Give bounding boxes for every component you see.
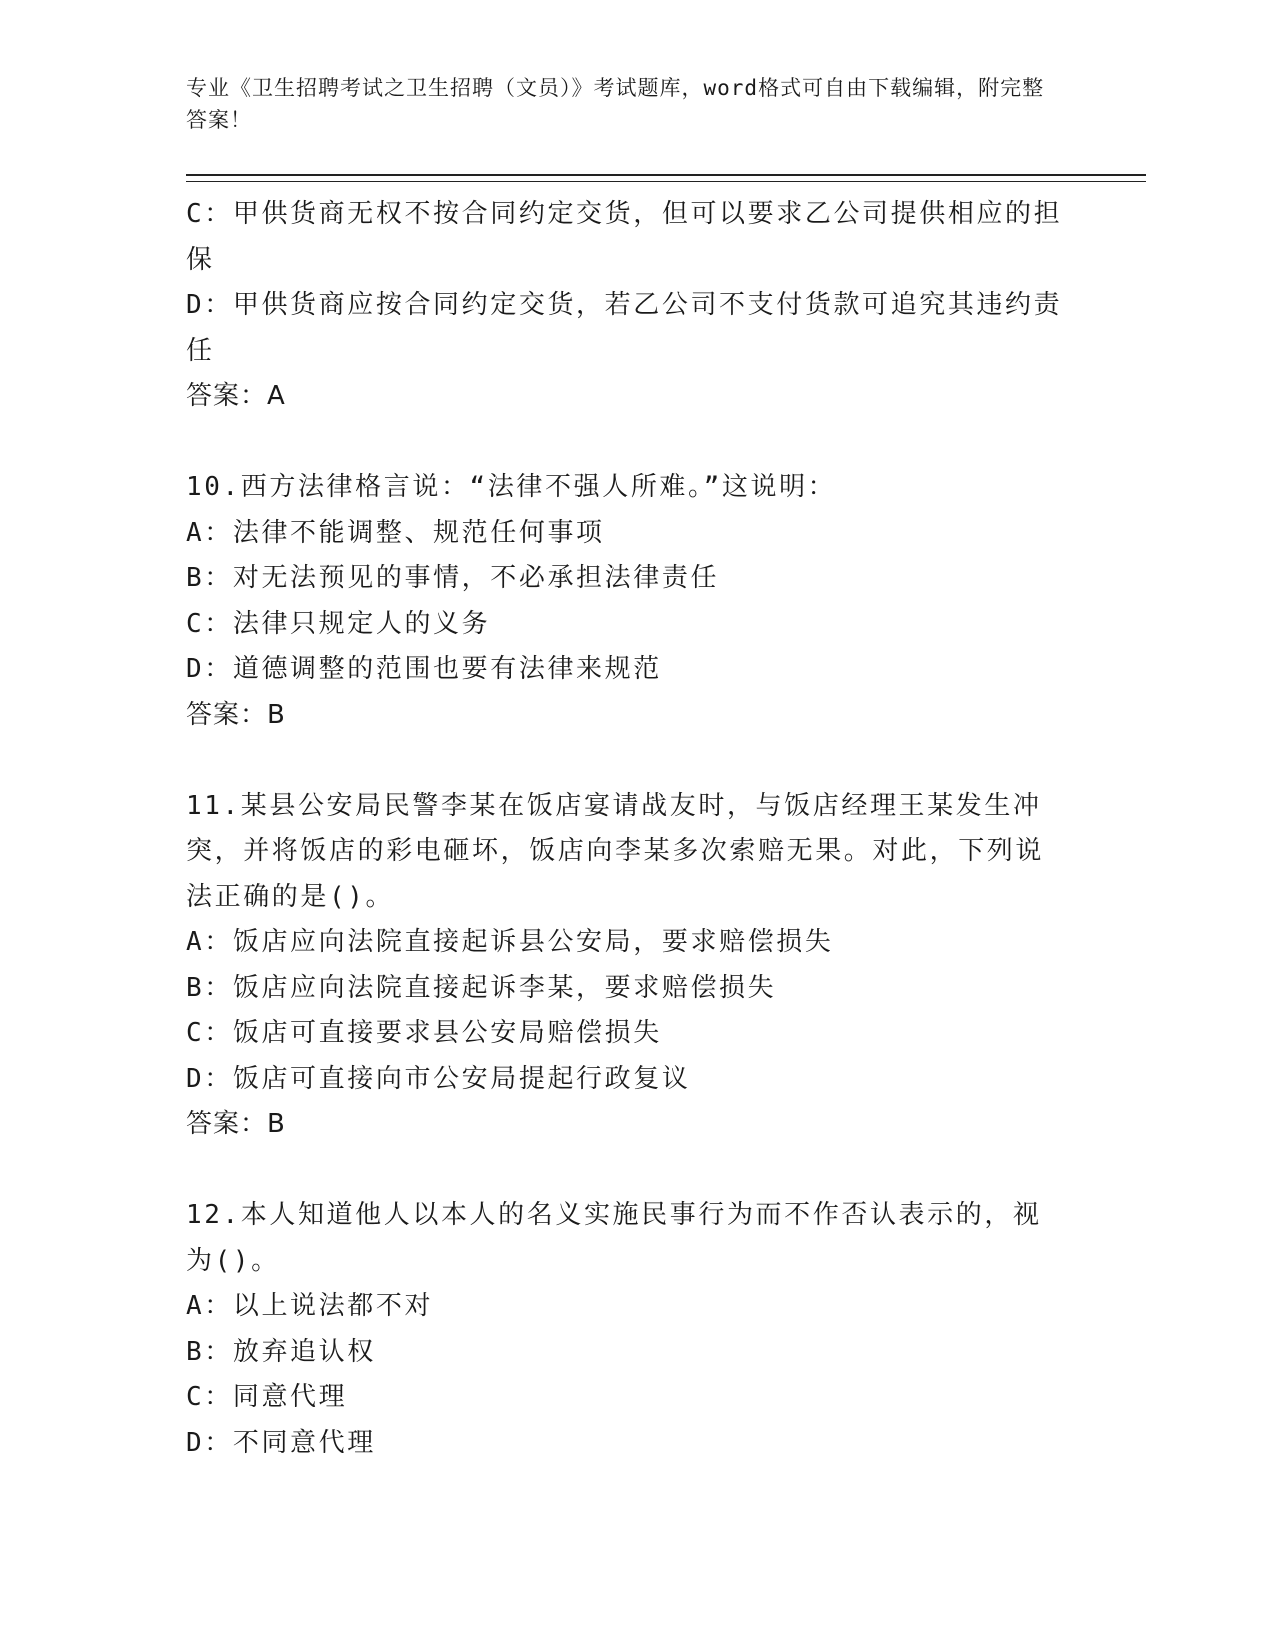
option-d: D：甲供货商应按合同约定交货，若乙公司不支付货款可追究其违约责任 [186, 290, 1063, 366]
question-10 [186, 465, 1066, 738]
option-a: A：以上说法都不对 [186, 1291, 434, 1321]
question-stem: 12.本人知道他人以本人的名义实施民事行为而不作否认表示的，视为()。 [186, 1200, 1042, 1276]
option-b: B：对无法预见的事情，不必承担法律责任 [186, 563, 720, 593]
question-stem: 11.某县公安局民警李某在饭店宴请战友时，与饭店经理王某发生冲突，并将饭店的彩电砸坏，饭店向李某多次索赔无果。对此，下列说法正确的是()。 [186, 790, 1045, 912]
document-page [186, 72, 1146, 1466]
option-c: C：法律只规定人的义务 [186, 608, 491, 639]
option-a: A：法律不能调整、规范任何事项 [186, 517, 605, 548]
option-b: B：放弃追认权 [186, 1336, 376, 1367]
question-11 [186, 784, 1066, 1148]
option-b: B：饭店应向法院直接起诉李某，要求赔偿损失 [186, 972, 777, 1003]
header-divider [186, 174, 1146, 182]
question-list [186, 192, 1066, 1466]
document-header: 专业《卫生招聘考试之卫生招聘（文员）》考试题库，word格式可自由下载编辑，附完整答案！ [186, 76, 1045, 132]
question-12 [186, 1193, 1066, 1466]
question-9 [186, 192, 1066, 420]
option-d: D：不同意代理 [186, 1427, 376, 1458]
option-c: C：甲供货商无权不按合同约定交货，但可以要求乙公司提供相应的担保 [186, 199, 1063, 275]
option-d: D：道德调整的范围也要有法律来规范 [186, 654, 662, 684]
option-c: C：同意代理 [186, 1382, 348, 1412]
question-stem: 10.西方法律格言说：“法律不强人所难。”这说明： [186, 472, 837, 502]
answer-line: 答案：A [186, 381, 286, 411]
answer-line: 答案：B [186, 1109, 286, 1139]
option-d: D：饭店可直接向市公安局提起行政复议 [186, 1063, 691, 1094]
answer-line: 答案：B [186, 699, 286, 730]
option-a: A：饭店应向法院直接起诉县公安局，要求赔偿损失 [186, 927, 834, 957]
option-c: C：饭店可直接要求县公安局赔偿损失 [186, 1018, 662, 1048]
